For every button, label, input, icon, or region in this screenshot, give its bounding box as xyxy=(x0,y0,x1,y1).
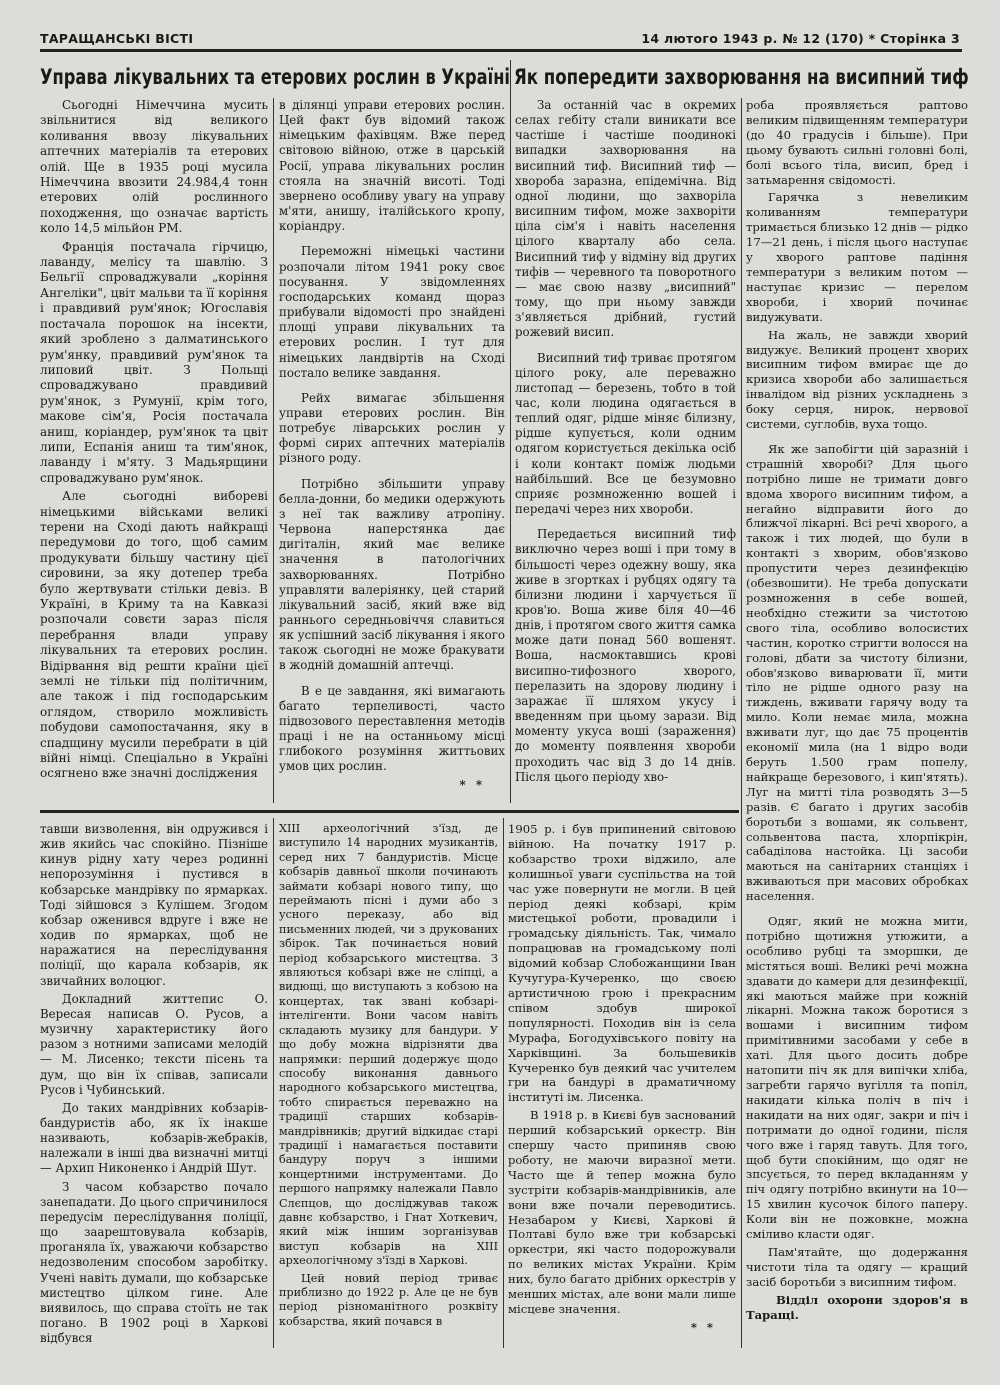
article-herbs-column-1 xyxy=(40,98,268,803)
article-typhus-column-2 xyxy=(746,98,968,1353)
article-kobzars-column-3 xyxy=(508,822,736,1352)
paragraph: Передається висипний тиф виключно через воші і при тому в більшості через одежну вошу, яка живе в згортках і рубцях одягу та білизни людини і харчується її кров'ю. Воша живе біля 40—46 днів, і протягом свого життя самка може дати понад 560 вошенят. Воша, насмоктавшись крові висипно-тифозного хворого, перелазить на здорову людину і заражає її шляхом укусу і введенням при цьому зарази. Від моменту укуса воші (зараження) до моменту появлення хвороби проходить час від 3 до 14 днів. Після цього періоду хво- xyxy=(515,527,736,784)
paragraph: До таких мандрівних кобзарів-бандуристів або, як їх інакше називають, кобзарів-жебраків, належали в інші два визначні митці — Архип Никоненко і Андрій Шут. xyxy=(40,1100,268,1176)
paragraph: Одяг, який не можна мити, потрібно щотижня утюжити, а особливо рубці та зморшки, де містяться воші. Великі речі можна здавати до камери для дезинфекції, які маються майже при кожній лікарні. Можна також боротися з вошами і висипним тифом примітивними засобами у себе в хаті. Для цього досить добре натопити піч як для випічки хліба, загребти гарячо вугілля та попіл, накидати кілька поліч в піч і накидати на них одяг, закри и піч і потримати до одної години, після чого вже і гаряд тавуть. Для того, щоб бути спокійним, що одяг не зпсується, то перед вкладанням у піч одягу потрібно вкинути на 10—15 хвилин кусочок білого паперу. Коли він не пожовкне, можна сміливо класти одяг. xyxy=(746,914,968,1242)
paragraph: Сьогодні Німеччина мусить звільнитися від великого коливання ввозу лікувальних аптечних матеріалів та етерових олій. Ще в 1935 році мусила Німеччина ввозити 24.984,4 тонн етерових олій рослинного походження, що означає вартість коло 14,5 мільйон РМ. xyxy=(40,98,268,236)
column-rule xyxy=(503,818,504,1348)
paragraph: Пам'ятайте, що додержання чистоти тіла та одягу — кращий засіб боротьби з висипним тифом. xyxy=(746,1244,968,1289)
column-rule xyxy=(741,98,742,1348)
paragraph: Переможні німецькі частини розпочали літом 1941 року своє посування. У звідомленнях господарських команд щораз прибували відомості про знайдені площі управи лікувальних та етерових рослин. І тут для німецьких ландвіртів на Сході постало велике завдання. xyxy=(279,244,505,380)
paragraph: На жаль, не завжди хворий видужує. Великий процент хворих висипним тифом вмирає ще до кризиса хвороби або залишається інвалідом від різних ускладнень з боку серця, нирок, нервової системи, суглобів, вуха тощо. xyxy=(746,327,968,432)
paragraph: в ділянці управи етерових рослин. Цей факт був відомий також німецьким фахівцям. Вже перед світовою війною, отже в царській Росії, управа лікувальних рослин стояла на значній висоті. Тоді звернено особливу увагу на управу м'яти, анишу, італійського кропу, коріандру. xyxy=(279,98,505,234)
article-kobzars-column-2 xyxy=(279,822,498,1352)
paragraph: роба проявляється раптово великим підвищенням температури (до 40 градусів і більше). При цьому бувають сильні головні болі, болі всього тіла, висип, бред і затьмарення свідомості. xyxy=(746,98,968,187)
paragraph: За останній час в окремих селах гебіту стали виникати все частіше і частіше поодинокі випадки захворювання на висипний тиф. Висипний тиф — хвороба заразна, епідемічна. Від одної людини, що захворіла висипним тифом, може захворіти ціла сім'я і навіть населення цілого кварталу або села. Висипний тиф у відміну від других тифів — черевного та поворотного — має свою назву „висипний" тому, що при ньому завжди з'являється дрібний, густий рожевий висип. xyxy=(515,98,736,340)
article-title-typhus: Як попередити захворювання на висипний тиф xyxy=(514,65,969,89)
paragraph: Рейх вимагає збільшення управи етерових рослин. Він потребує ліварських рослин у формі сирих аптечних матеріалів різного роду. xyxy=(279,390,505,466)
paragraph: Висипний тиф триває протягом цілого року, але переважно листопад — березень, тобто в той час, коли людина одягається в теплий одяг, рідше міняє білизну, рідше купується, коли одним одягом користується декілька осіб і коли контакт поміж людьми найбільший. Все це безумовно сприяє розмноженню вошей і передачі через них хвороби. xyxy=(515,350,736,517)
paragraph: Але сьогодні вибореві німецькими військами великі терени на Сході дають найкращі передумови до того, щоб самим продукувати більшу частину цієї сировини, за яку дотепер треба було жертвувати стільки девіз. В Україні, в Криму та на Кавказі розпочали совєти зараз після перебрання влади управу лікувальних та етерових рослин. Відірвання від решти країни цієї землі не тільки під політичним, але також і під господарським оглядом, створило можливість побудови самопостачання, яку в спадщину мусили перебрати в цій війні німці. Спеціально в Україні осягнено вже значні досліджения xyxy=(40,489,268,781)
masthead xyxy=(40,28,960,48)
masthead-rule xyxy=(40,49,962,52)
article-kobzars-column-1 xyxy=(40,822,268,1352)
issue-info: 14 лютого 1943 р. № 12 (170) * Сторінка 3 xyxy=(641,30,960,46)
article-typhus-column-1 xyxy=(515,98,736,803)
end-mark: * * xyxy=(459,777,485,792)
end-mark: * * xyxy=(690,1319,716,1334)
column-rule xyxy=(510,60,511,803)
article-title-herbs: Управа лікувальних та етерових рослин в Україні xyxy=(40,65,510,89)
paragraph: XIII археологічний з'їзд, де виступило 14 народних музикантів, серед них 7 бандуристів. Місце кобзарів давньої школи починають займати кобзарі нового типу, що переймають пісні і думи або з усного переказу, або від письменних людей, чи з друкованих збірок. Так починається новий період кобзарського мистецтва. З являються кобзарі вже не сліпці, а видющі, що виступають з кобзою на концертах, так звані кобзарі-інтелігенти. Вони часом навіть складають музику для бандури. У що добу можна відрізняти два напрямки: перший додержує щодо способу виконання давнього народного кобзарського мистецтва, тобто спирається переважно на традиції старших кобзарів-мандрівників; другий відкидає старі традиції і намагається поставити бандуру поруч з іншими концертними інструментами. До першого напрямку належали Павло Слєпцов, що досліджував також давнє кобзарство, і Гнат Хоткевич, який між іншим зорганізував виступ кобзарів на XIII археологічному з'їзді в Харкові. xyxy=(279,822,498,1268)
column-rule xyxy=(273,818,274,1348)
article-herbs-column-2 xyxy=(279,98,505,803)
paragraph: Франція постачала гірчицю, лаванду, мелісу та шавлію. З Бельгії спроваджували „коріння Ангеліки", цвіт мальви та її коріння і правдивий рум'янок; Югославія постачала порошок на інсекти, який зроблено з далматинського рум'янку, правдивий рум'янок та липовий цвіт. З Польщі спроваджувано правдивий рум'янок, з Румунії, крім того, макове сім'я, Росія постачала аниш, коріандер, рум'янок та цвіт липи, Еспанія аниш та тим'янок, лаванду і м'яту. З Мадьярщини спроваджувано рум'янок. xyxy=(40,239,268,485)
paragraph: Цей новий період триває приблизно до 1922 р. Але це не був період різноманітного розквіту кобзарства, який почався в xyxy=(279,1271,498,1328)
paragraph: В 1918 р. в Києві був заснований перший кобзарський оркестр. Він спершу часто припиняв свою роботу, не маючи виразної мети. Часто ще й тепер можна було зустріти кобзарів-мандрівників, але вони вже почали переводитись. Незабаром у Києві, Харкові й Полтаві було вже три кобзарські оркестри, які часто подорожували по великих містах України. Крім них, було багато дрібних оркестрів у менших містах, але вони мали лише місцеве значення. xyxy=(508,1108,736,1316)
paragraph: Гарячка з невеликим коливанням температури тримається близько 12 днів — рідко 17—21 день, і після цього наступає у хворого раптове падіння температури з великим потом — наступає кризис — перелом хвороби, і хворий починає видужувати. xyxy=(746,190,968,324)
paragraph: тавши визволення, він одружився і жив якийсь час спокійно. Пізніше кинув рідну хату через родинні непорозуміння і пустився в кобзарське мандрівку по ярмарках. Тоді зійшовся з Кулішем. Згодом кобзар оженився вдруге і вже не ходив по ярмарках, щоб не наражатися на переслідування поліції, що карала кобзарів, як звичайних волоцюг. xyxy=(40,822,268,988)
paper-name: ТАРАЩАНСЬКІ ВІСТІ xyxy=(40,30,194,46)
paragraph: Потрібно збільшити управу белла-донни, бо медики одержують з неї так важливу атропіну. Червона наперстянка дає дигіталін, який має велике значення в патологічних захворюваннях. Потрібно управляти валеріянку, цей старий лікувальний засіб, який вже від раннього середньовіччя славиться як успішний засіб лікування і якого також сьогодні не може бракувати в жодній домашній аптечці. xyxy=(279,476,505,673)
paragraph: 1905 р. і був припинений світовою війною. На початку 1917 р. кобзарство трохи віджило, але колишньої уваги суспільства на той час уже повернути не могли. В цей період деякі кобзарі, крім мистецької роботи, провадили і громадську діяльність. Так, чимало попрацював на громадському полі відомий кобзар Слобожанщини Іван Кучугура-Кучеренко, що своєю артистичною грою і прекрасним співом здобув широкої популярності. Походив він із села Мурафа, Богодухівського повіту на Харківщині. За большевиків Кучеренко був деякий час учителем гри на бандурі в драматичному інституті ім. Лисенка. xyxy=(508,822,736,1105)
section-rule xyxy=(40,810,739,813)
paragraph: Докладний життепис О. Вересая написав О. Русов, а музичну характеристику його разом з нотними записами мелодій — М. Лисенко; тексти пісень та дум, що він їх співав, записали Русов і Чубинський. xyxy=(40,991,268,1097)
paragraph: В е це завдання, які вимагають багато терпеливості, часто підвозового переставлення методів праці і не на останньому місці глибокого розуміння життьових умов цих рослин. xyxy=(279,683,505,774)
paragraph: З часом кобзарство почало занепадати. До цього спричинилося передусім переслідування поліції, що заарештовувала кобзарів, проганяла їх, уважаючи кобзарство недозволеним способом заробітку. Учені навіть думали, що кобзарське мистецтво цілком гине. Але виявилось, що справа стоїть не так погано. В 1902 році в Харкові відбувся xyxy=(40,1179,268,1346)
column-rule xyxy=(273,98,274,803)
article-signature: Відділ охорони здоров'я в Таращі. xyxy=(746,1292,968,1322)
paragraph: Як же запобігти цій заразній і страшній хворобі? Для цього потрібно лише не тримати довго вдома хворого висипним тифом, а негайно відправити його до ближчої лікарні. Всі речі хворого, а також і тих людей, що були в контакті з хворим, обов'язково пропустити через дезинфекцію (обезвошити). Не треба допускати розмноження в себе вошей, необхідно стежити за чистотою свого тіла, особливо волосистих частин, коротко стригти волосся на голові, дбати за чистоту білизни, обов'язково виварювати її, мити тіло не рідше одного разу на тиждень, вживати гарячу воду та мило. Коли немає мила, можна вживати луг, що дає 75 процентів економії мила (на 1 відро води беруть 1.500 грам попелу, найкраще березового, і кип'ятять). Луг на митті тіла розводять 3—5 разів. Є багато і других засобів боротьби з вошами, як сольвент, сольвентова паста, хлорпікрін, сабаділова настойка. Ці засоби маються на санітарних станціях і вживаються при масових обробках населення. xyxy=(746,441,968,904)
